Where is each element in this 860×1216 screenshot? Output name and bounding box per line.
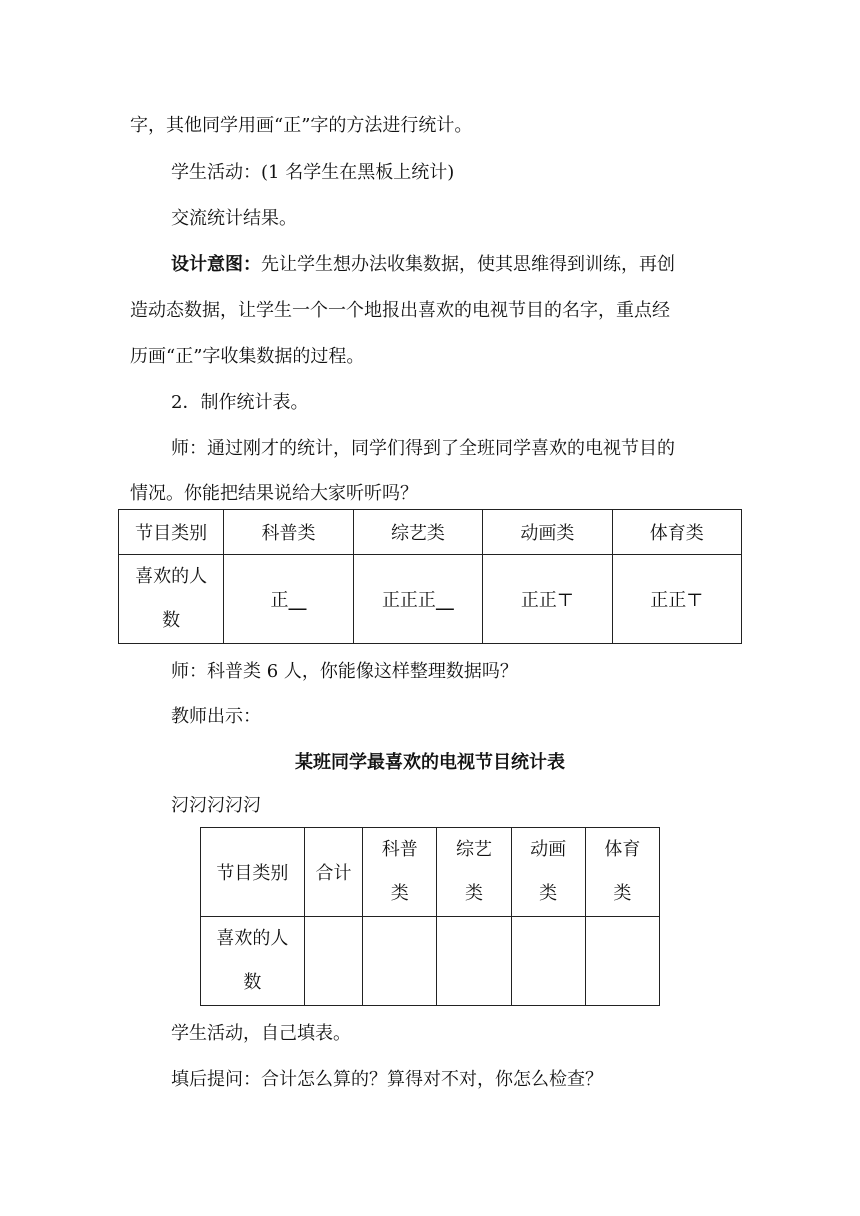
table-row [201, 917, 660, 1006]
row-label-line-2: 数 [162, 610, 181, 631]
paragraph-10: 师：科普类 6 人，你能像这样整理数据吗？ [171, 661, 518, 682]
table-row [119, 555, 742, 644]
paragraph-11: 教师出示： [171, 706, 261, 727]
row-label-line-2: 数 [243, 972, 262, 993]
header-line-2: 类 [539, 883, 558, 904]
tally-cell: 正正正⎽ [353, 555, 482, 644]
empty-cell [511, 917, 585, 1006]
header-line-2: 类 [464, 883, 483, 904]
tally-cell: 正正⊤ [483, 555, 612, 644]
paragraph-1: 字，其他同学用画“正”字的方法进行统计。 [130, 115, 473, 136]
table-header-cell [363, 828, 437, 917]
table-header-cell: 节目类别 [201, 828, 305, 917]
table-header-cell: 动画类 [483, 510, 612, 555]
table-header-cell: 科普类 [224, 510, 353, 555]
paragraph-13: 学生活动，自己填表。 [171, 1023, 351, 1044]
empty-cell [437, 917, 511, 1006]
table-header-cell [585, 828, 659, 917]
empty-cell [585, 917, 659, 1006]
table-header-cell [437, 828, 511, 917]
paragraph-4 [171, 253, 675, 277]
paragraph-9: 情况。你能把结果说给大家听听吗？ [130, 483, 418, 504]
table-header-cell: 体育类 [612, 510, 741, 555]
table-header-cell: 节目类别 [119, 510, 224, 555]
header-line-1: 综艺 [455, 839, 492, 860]
header-line-1: 体育 [604, 839, 641, 860]
statistics-table [200, 827, 660, 1006]
design-intent-label: 设计意图： [171, 254, 261, 275]
header-line-1: 动画 [530, 839, 567, 860]
row-label-cell [119, 555, 224, 644]
paragraph-7: 2．制作统计表。 [171, 392, 309, 413]
table-title: 某班同学最喜欢的电视节目统计表 [295, 752, 565, 773]
header-line-1: 科普 [381, 839, 418, 860]
paragraph-5: 造动态数据，让学生一个一个地报出喜欢的电视节目的名字，重点经 [130, 300, 670, 321]
empty-cell [304, 917, 362, 1006]
tally-table [118, 509, 742, 644]
paragraph-12: 汈汈汈汈汈 [171, 795, 261, 816]
paragraph-14: 填后提问：合计怎么算的？算得对不对，你怎么检查？ [171, 1069, 603, 1090]
paragraph-8: 师：通过刚才的统计，同学们得到了全班同学喜欢的电视节目的 [171, 438, 675, 459]
empty-cell [363, 917, 437, 1006]
tally-cell: 正正⊤ [612, 555, 741, 644]
header-line-2: 类 [390, 883, 409, 904]
row-label-cell [201, 917, 305, 1006]
paragraph-3: 交流统计结果。 [171, 208, 297, 229]
design-intent-text: 先让学生想办法收集数据，使其思维得到训练，再创 [261, 254, 675, 275]
row-label-line-1: 喜欢的人 [216, 928, 289, 949]
tally-cell: 正⎽ [224, 555, 353, 644]
table-row [201, 828, 660, 917]
row-label-line-1: 喜欢的人 [135, 566, 208, 587]
paragraph-2: 学生活动：(1 名学生在黑板上统计) [171, 162, 455, 183]
table-header-cell [511, 828, 585, 917]
header-line-2: 类 [613, 883, 632, 904]
table-header-cell: 合计 [304, 828, 362, 917]
paragraph-6: 历画“正”字收集数据的过程。 [130, 346, 365, 367]
table-header-cell: 综艺类 [353, 510, 482, 555]
table-row [119, 510, 742, 555]
